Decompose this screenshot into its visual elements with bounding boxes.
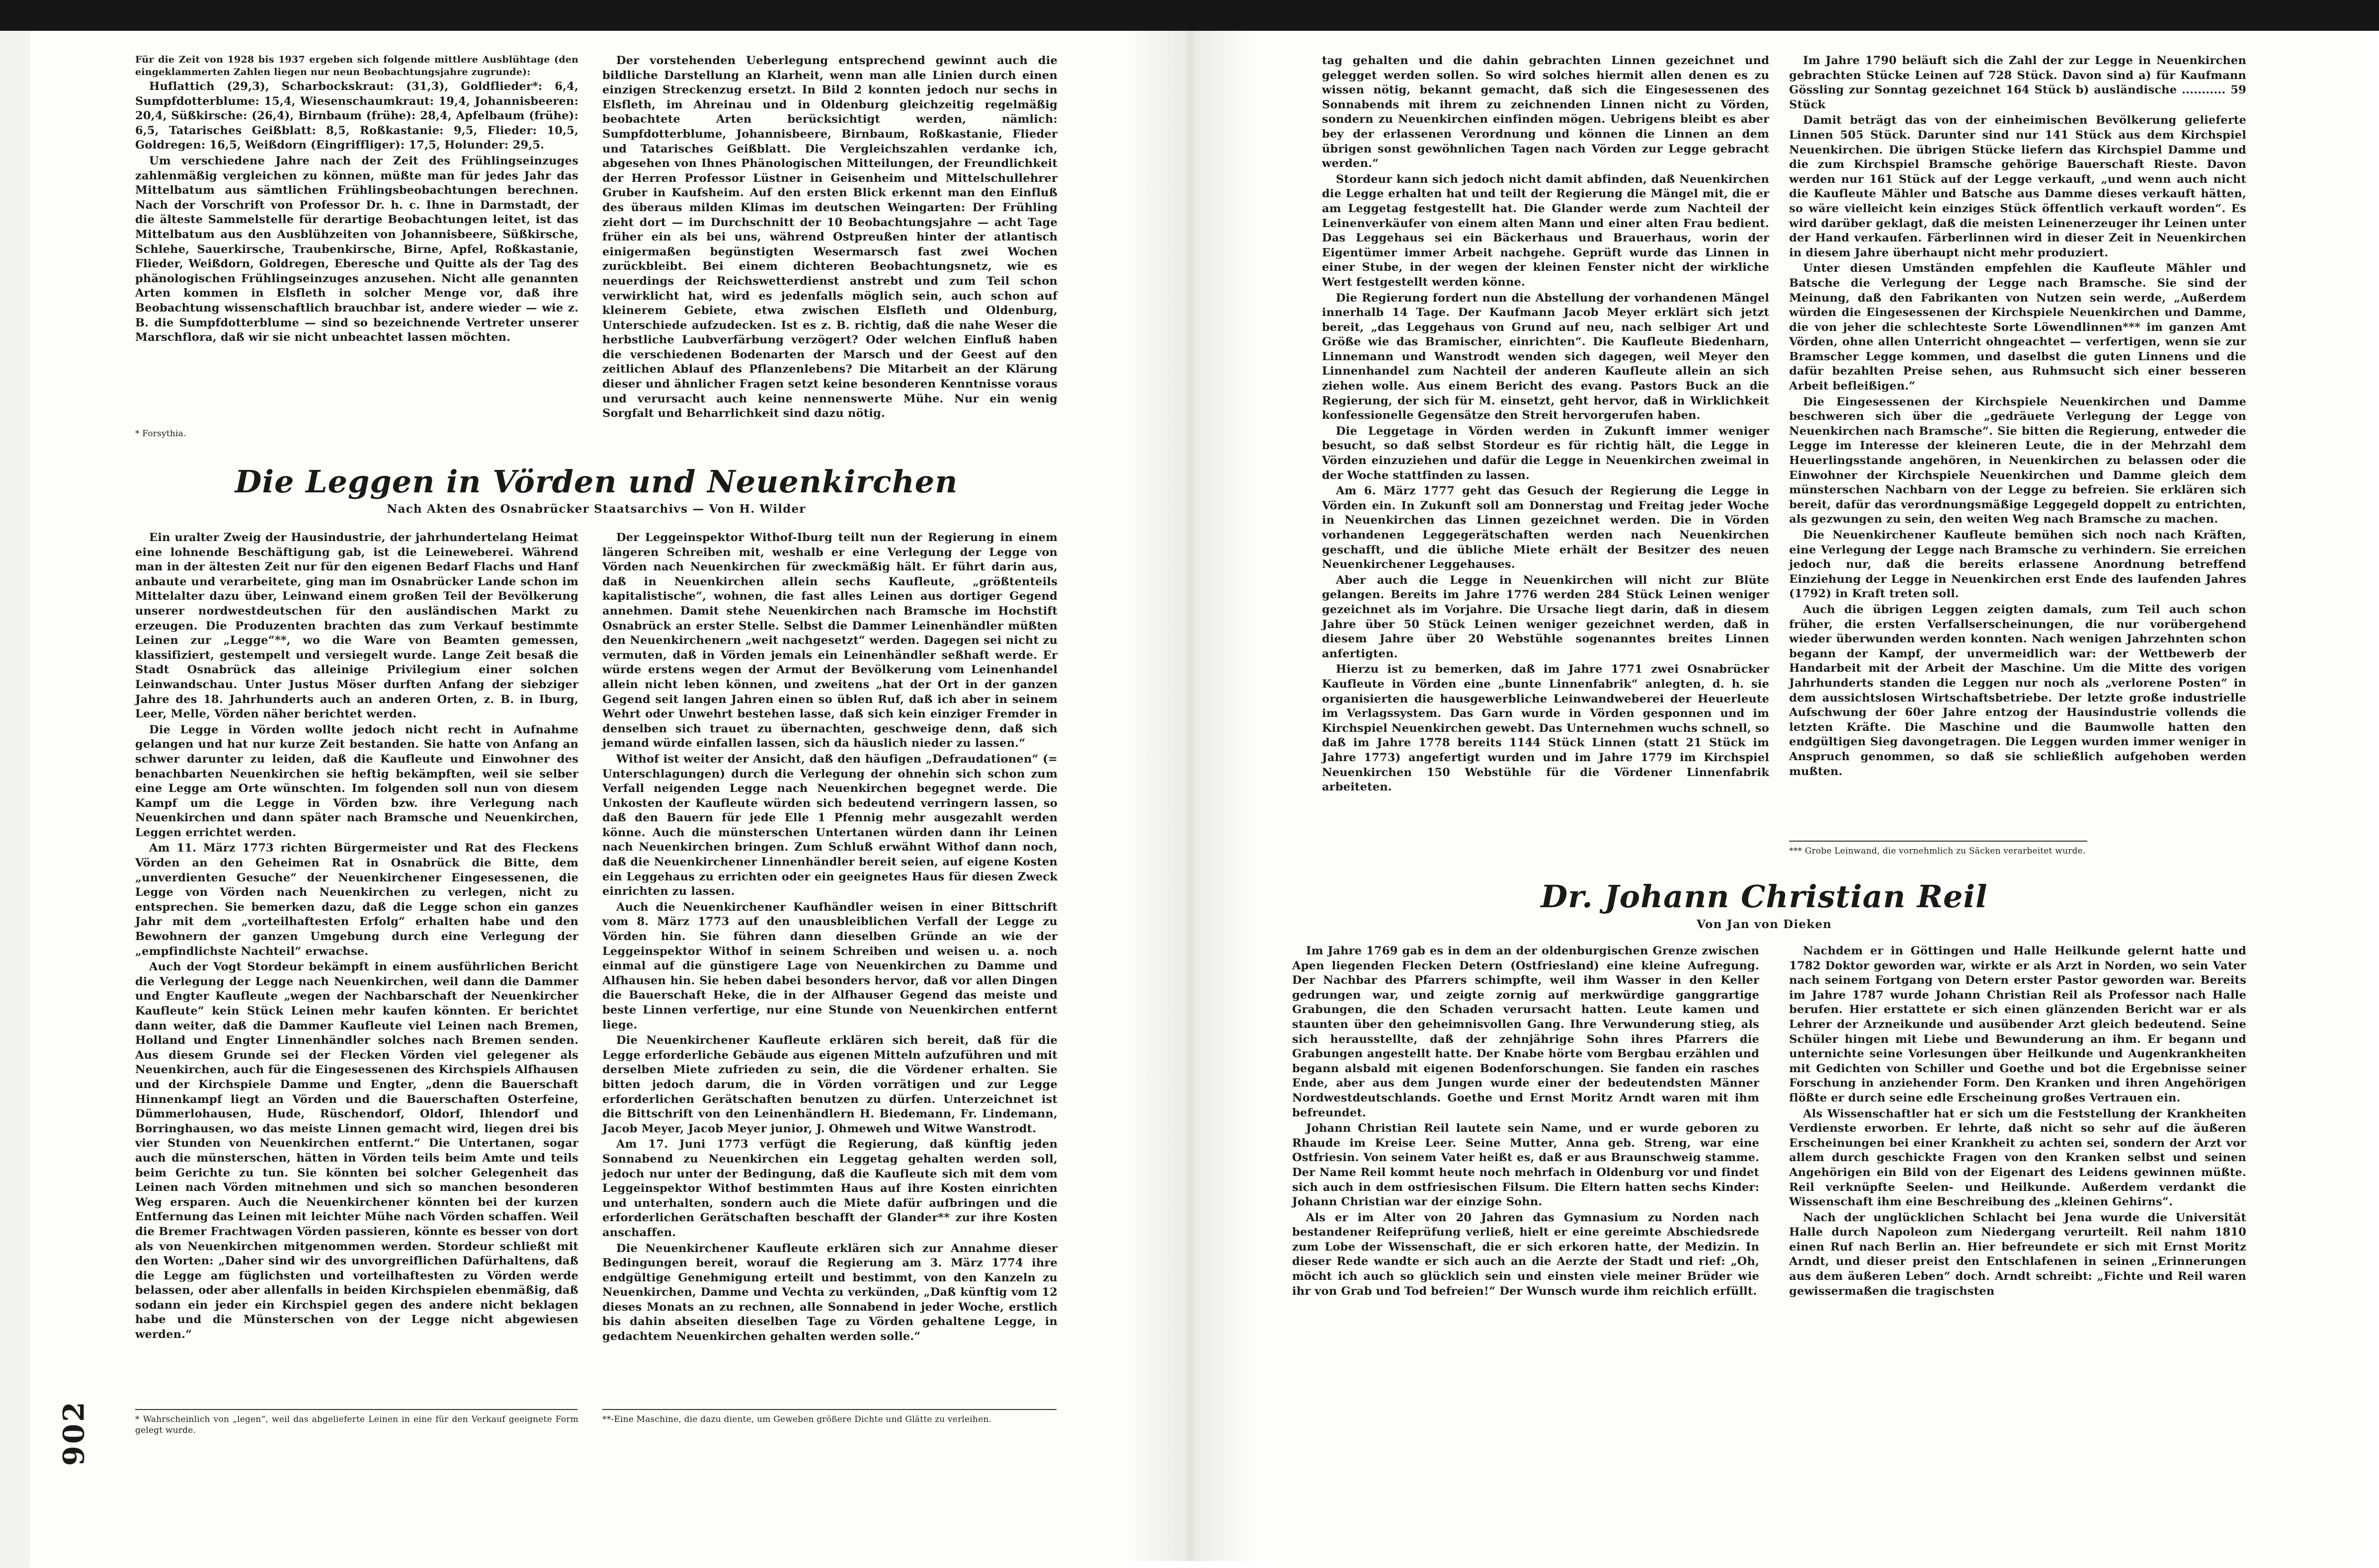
intro-paragraph: Huflattich (29,3), Scharbockskraut: (31,3), Goldflieder*: 6,4, Sumpfdotterblume: 15,4, Wiesenschaumkraut: 19,4, Johannisbeeren: 20,4, Süßkirsche: (26,4), Birnbaum (frühe): 28,4, Apfelbaum (frühe): 6,5, Tatarisches Geißblatt: 8,5, Roßkastanie: 9,5, Flieder: 10,5, Goldregen: 16,5, Weißdorn (Eingriffliger): 17,5, Holunder: 29,5.	[135, 80, 578, 152]
right-footnote	[1789, 846, 2246, 858]
article-paragraph: Auch die übrigen Leggen zeigten damals, zum Teil auch schon früher, die ersten Verfallserscheinungen, die nur vorübergehend wieder überwunden werden konnten. Nach wenigen Jahrzehnten schon begann der Kampf, der unvermeidlich war: der Wettbewerb der Handarbeit mit der Arbeit der Maschine. Um die Mitte des vorigen Jahrhunderts standen die Leggen nur noch als „verlorene Posten“ in dem aussichtslosen Wirtschaftsbetriebe. Der letzte große industrielle Aufschwung der 60er Jahre entzog der Hausindustrie vollends die letzten Kräfte. Die Maschine und die Baumwolle hatten den endgültigen Sieg davongetragen. Die Leggen wurden immer weniger in Anspruch genommen, so daß sie schließlich aufgehoben werden mußten.	[1789, 603, 2246, 778]
right-column-2	[1789, 54, 2246, 780]
leggen-footnote-1	[135, 1414, 578, 1437]
intro-column-1	[135, 54, 578, 346]
page-gutter	[1126, 31, 1255, 1561]
scan-top-border	[0, 0, 2379, 31]
article-paragraph: Am 17. Juni 1773 verfügt die Regierung, daß künftig jeden Sonnabend zu Neuenkirchen ein Leggetag gehalten werden soll, jedoch nur unter der Bedingung, daß die Kaufleute sich mit dem vom Leggeinspektor Withof bestimmten Haus auf ihre Kosten einrichten und unterhalten, sondern auch die Miete dafür aufbringen und die erforderlichen Gerätschaften beschafft der Glander** zur ihre Kosten anschaffen.	[602, 1138, 1058, 1239]
article-paragraph: Hierzu ist zu bemerken, daß im Jahre 1771 zwei Osnabrücker Kaufleute in Vörden eine „bunte Linnenfabrik“ anlegten, d. h. sie organisierten die hausgewerbliche Leinwandweberei der Heuerleute im Verlagssystem. Das Garn wurde in Vörden gesponnen und im Kirchspiel Neuenkirchen gewebt. Das Unternehmen wuchs schnell, so daß im Jahre 1778 bereits 1144 Stück Linnen (statt 21 Stück im Jahre 1773) angefertigt wurden und im Jahre 1779 im Kirchspiel Neuenkirchen 150 Webstühle für die Vördener Linnenfabrik arbeiteten.	[1322, 663, 1769, 794]
article-paragraph: Johann Christian Reil lautete sein Name, und er wurde geboren zu Rhaude im Kreise Leer. Seine Mutter, Anna geb. Streng, war eine Ostfriesin. Von seinem Vater heißt es, daß er aus Braunschweig stamme. Der Name Reil kommt heute noch mehrfach in Oldenburg vor und findet sich auch in dem ostfriesischen Filsum. Die Eltern hatten sechs Kinder: Johann Christian war der einzige Sohn.	[1292, 1122, 1759, 1209]
article-paragraph: Auch der Vogt Stordeur bekämpft in einem ausführlichen Bericht die Verlegung der Legge nach Neuenkirchen, weil dann die Dammer und Engter Kaufleute „wegen der Nachbarschaft der Neuenkircher Kaufleute“ kein Stück Leinen mehr kaufen könnten. Er berichtet dann weiter, daß die Dammer Kaufleute viel Leinen nach Bremen, Holland und Engter Linnenhändler solches nach Bremen senden. Aus diesem Grunde sei der Flecken Vörden viel gelegener als Neuenkirchen, auch für die Eingesessenen des Kirchspiels Alfhausen und der Kirchspiele Damme und Engter, „denn die Bauerschaft Hinnenkampf liegt an Vörden und die Bauerschaften Osterfeine, Dümmerlohausen, Hude, Rüschendorf, Oldorf, Ihlendorf und Borringhausen, wo das meiste Linnen gemacht wird, liegen drei bis vier Stunden von Neuenkirchen entfernt.“ Die Untertanen, sogar auch die münsterschen, hätten in Vörden teils beim Amte und teils beim Gerichte zu tun. Sie könnten bei solcher Gelegenheit das Leinen nach Vörden mitnehmen und sich so manchen besonderen Weg ersparen. Auch die Neuenkirchener könnten bei der kurzen Entfernung das Leinen mit leichter Mühe nach Vörden schaffen. Weil die Bremer Frachtwagen Vörden passieren, könnte es besser von dort als von Neuenkirchen mitgenommen werden. Stordeur schließt mit den Worten: „Daher sind wir des unvorgreiflichen Dafürhaltens, daß die Legge am füglichsten und vorteilhaftesten zu Vörden werde belassen, oder aber allenfalls in beiden Kirchspielen ebenmäßig, daß sodann ein jeder ein Kirchspiel gegen des andere nicht beklagen habe und die Münsterschen von der Legge nicht abgewiesen werden.“	[135, 960, 578, 1341]
intro-column-2	[602, 54, 1058, 422]
article-title-reil: Dr. Johann Christian Reil	[1541, 878, 1988, 915]
article-paragraph: Im Jahre 1790 beläuft sich die Zahl der zur Legge in Neuenkirchen gebrachten Stücke Leinen auf 728 Stück. Davon sind a) für Kaufmann Gössling zur Sonntag gezeichnet 164 Stück b) ausländische ........... 59 Stück	[1789, 54, 2246, 111]
footnote-rule	[1789, 841, 2087, 842]
article-subtitle-leggen: Nach Akten des Osnabrücker Staatsarchivs — Von H. Wilder	[387, 502, 806, 516]
article-paragraph: Nachdem er in Göttingen und Halle Heilkunde gelernt hatte und 1782 Doktor geworden war, wirkte er als Arzt in Norden, wo sein Vater nach seinem Fortgang von Detern erster Pastor geworden war. Bereits im Jahre 1787 wurde Johann Christian Reil als Professor nach Halle berufen. Hier erstattete er sich einen glänzenden Bericht war er als Lehrer der Arzneikunde und ausübender Arzt gleich bedeutend. Seine Schüler hingen mit Liebe und Bewunderung an ihm. Er begann und unternichte seine Vorlesungen über Heilkunde und Augenkrankheiten mit Gedichten von Schiller und Goethe und bot die Ergebnisse seiner Forschung in anziehender Form. Den Kranken und ihren Angehörigen flößte er durch seine edle Erscheinung großes Vertrauen ein.	[1789, 944, 2246, 1104]
footnote-text: *** Grobe Leinwand, die vornehmlich zu Säcken verarbeitet wurde.	[1789, 846, 2086, 856]
right-column-1	[1322, 54, 1769, 796]
article-paragraph: Die Neuenkirchener Kaufleute erklären sich zur Annahme dieser Bedingungen bereit, worauf die Regierung am 3. März 1774 ihre endgültige Genehmigung erteilt und bestimmt, von den Kanzeln zu Neuenkirchen, Damme und Vechta zu verkünden, „Daß künftig vom 12 dieses Monats an zu rechnen, alle Sonnabend in jeder Woche, erstlich bis dahin abseiten dieselben Tage zu Vörden gehaltene Legge, in gedachtem Neuenkirchen gehalten werden solle.“	[602, 1242, 1058, 1343]
article-paragraph: Die Legge in Vörden wollte jedoch nicht recht in Aufnahme gelangen und hat nur kurze Zeit bestanden. Sie hatte von Anfang an schwer darunter zu leiden, daß die Kaufleute und Einwohner des benachbarten Neuenkirchen sie heftig bekämpften, weil sie selber eine Legge am Orte wünschten. Im folgenden soll nun von diesem Kampf um die Legge in Vörden bzw. ihre Verlegung nach Neuenkirchen und dann später nach Bramsche und Neuenkirchen, Leggen errichtet werden.	[135, 723, 578, 839]
intro-footnote	[135, 428, 433, 440]
article-paragraph: Ein uralter Zweig der Hausindustrie, der jahrhundertelang Heimat eine lohnende Beschäftigung gab, ist die Leineweberei. Während man in der ältesten Zeit nur für den eigenen Bedarf Flachs und Hanf anbaute und verarbeitete, ging man im Osnabrücker Lande schon im Mittelalter dazu über, Leinwand einem großen Teil der Bevölkerung unserer nordwestdeutschen für den ausländischen Markt zu erzeugen. Die Produzenten brachten das zum Verkauf bestimmte Leinen zur „Legge“**, wo die Ware von Beamten gemessen, klassifiziert, gestempelt und versiegelt wurde. Lange Zeit besaß die Stadt Osnabrück das alleinige Privilegium einer solchen Leinwandschau. Unter Justus Möser durften Anfang der siebziger Jahre des 18. Jahrhunderts auch an anderen Orten, z. B. in Iburg, Leer, Melle, Vörden näher berichtet werden.	[135, 531, 578, 721]
article-paragraph: Damit beträgt das von der einheimischen Bevölkerung gelieferte Linnen 505 Stück. Darunter sind nur 141 Stück aus dem Kirchspiel Neuenkirchen. Die übrigen Stücke liefern das Kirchspiel Damme und die zum Kirchspiel Bramsche gehörige Bauerschaft Rieste. Davon werden nur 161 Stück auf der Legge verkauft, „und wenn auch nicht die Kaufleute Mähler und Batsche aus Damme dieses verkauft hätten, so wäre vielleicht kein einziges Stück öffentlich verkauft worden“. Es wird darüber geklagt, daß die meisten Leinenerzeuger ihr Leinen unter der Hand verkaufen. Färberlinnen wird in dieser Zeit in Neuenkirchen in diesem Jahre überhaupt nicht mehr produziert.	[1789, 114, 2246, 259]
leggen-column-2	[602, 531, 1058, 1345]
footnote-rule	[135, 1409, 577, 1410]
article-paragraph: Stordeur kann sich jedoch nicht damit abfinden, daß Neuenkirchen die Legge erhalten hat und teilt der Regierung die Mängel mit, die er am Leggetag festgestellt hat. Die Glander werde zum Nachteil der Leinenverkäufer von einem alten Mann und einer alten Frau bedient. Das Leggehaus sei ein Bäckerhaus und Brauerhaus, worin der Eigentümer immer Arbeit nachgehe. Geprüft wurde das Linnen in einer Stube, in der wegen der kleinen Fenster nicht der wirkliche Wert festgestellt werden könne.	[1322, 172, 1769, 289]
article-paragraph: Die Neuenkirchener Kaufleute bemühen sich noch nach Kräften, eine Verlegung der Legge nach Bramsche zu verhindern. Sie erreichen jedoch nur, daß die bereits erlassene Anordnung betreffend Einziehung der Legge in Neuenkirchen erst Ende des laufenden Jahres (1792) in Kraft treten soll.	[1789, 529, 2246, 601]
footnote-text: * Wahrscheinlich von „legen“, weil das abgelieferte Leinen in eine für den Verkauf geeignete Form gelegt wurde.	[135, 1414, 578, 1435]
leggen-column-1	[135, 531, 578, 1343]
article-paragraph: Nach der unglücklichen Schlacht bei Jena wurde die Universität Halle durch Napoleon zum Niedergang verurteilt. Reil nahm 1810 einen Ruf nach Berlin an. Hier befreundete er sich mit Ernst Moritz Arndt, und dieser preist den Entschlafenen in seinen „Erinnerungen aus dem äußeren Leben“ doch. Arndt schreibt: „Fichte und Reil waren gewissermaßen die tragischsten	[1789, 1211, 2246, 1298]
article-title-leggen: Die Leggen in Vörden und Neuenkirchen	[235, 464, 958, 500]
reil-column-1	[1292, 944, 1759, 1300]
article-paragraph: Der Leggeinspektor Withof-Iburg teilt nun der Regierung in einem längeren Schreiben mit, weshalb er eine Verlegung der Legge von Vörden nach Neuenkirchen für zweckmäßig hält. Er führt darin aus, daß in Neuenkirchen allein sechs Kaufleute, „größtenteils kapitalistische“, wohnen, die fast alles Leinen aus dortiger Gegend annehmen. Damit stehe Neuenkirchen nach Bramsche im Hochstift Osnabrück an erster Stelle. Selbst die Dammer Leinenhändler müßten den Neuenkirchenern „weit nachgesetzt“ werden. Dagegen sei nicht zu vermuten, daß in Vörden jemals ein Leinenhändler seßhaft werde. Er würde erstens wegen der Armut der Bevölkerung vom Leinenhandel allein nicht leben können, und zweitens „hat der Ort in der ganzen Gegend seit langen Jahren einen so üblen Ruf, daß ich aber in seinem Wehrt oder Unwehrt bestehen lasse, daß sich kein einziger Fremder in denselben sich trauet zu übernachten, geschweige denn, daß sich jemand würde einfallen lassen, sich da häuslich nieder zu lassen.“	[602, 531, 1058, 750]
intro-paragraph: Für die Zeit von 1928 bis 1937 ergeben sich folgende mittlere Ausblühtage (den eingeklammerten Zahlen liegen nur neun Beobachtungsjahre zugrunde):	[135, 54, 578, 78]
footnote-rule	[602, 1409, 1057, 1410]
leggen-footnote-2	[602, 1414, 1058, 1426]
article-paragraph: Die Neuenkirchener Kaufleute erklären sich bereit, daß für die Legge erforderliche Gebäude aus eigenen Mitteln aufzuführen und mit derselben Miete zufrieden zu sein, die die Vördener erhalten. Sie bitten jedoch darum, die in Vörden vorrätigen und zur Legge erforderlichen Gerätschaften benutzen zu dürfen. Unterzeichnet ist die Bittschrift von den Leinenhändlern H. Biedemann, Fr. Lindemann, Jacob Meyer, Jacob Meyer junior, J. Ohmeweh und Witwe Wanstrodt.	[602, 1034, 1058, 1135]
article-subtitle-reil: Von Jan von Dieken	[1697, 918, 1832, 931]
article-paragraph: Die Eingesessenen der Kirchspiele Neuenkirchen und Damme beschweren sich über die „gedräuete Verlegung der Legge von Neuenkirchen nach Bramsche“. Sie bitten die Regierung, entweder die Legge im Interesse der kleineren Leute, die in der Mehrzahl dem Heuerlingsstande angehören, in Neuenkirchen zu belassen oder die Einwohner der Kirchspiele Neuenkirchen und Damme gleich dem münsterschen Nachbarn von der Legge zu befreien. Sie erklären sich bereit, dafür das verordnungsmäßige Leggegeld doppelt zu entrichten, als gezwungen zu sein, den weiten Weg nach Bramsche zu machen.	[1789, 395, 2246, 526]
article-paragraph: tag gehalten und die dahin gebrachten Linnen gezeichnet und gelegget werden sollen. So wird solches hiermit allen denen es zu wissen nötig, bekannt gemacht, daß sich die Eingesessenen des Sonnabends mit ihrem zu zeichnenden Linnen nicht zu Vörden, sondern zu Neuenkirchen einfinden mögen. Uebrigens bleibt es aber bey der erlassenen Verordnung und können die Linnen an dem übrigen sonst gewöhnlichen Tagen nach Vörden zur Legge gebracht werden.“	[1322, 54, 1769, 170]
article-paragraph: Auch die Neuenkirchener Kaufhändler weisen in einer Bittschrift vom 8. März 1773 auf den unausbleiblichen Verfall der Legge zu Vörden hin. Sie führen dann dieselben Gründe an wie der Leggeinspektor Withof in seinem Schreiben und weisen u. a. noch einmal auf die günstigere Lage von Neuenkirchen zu Damme und Alfhausen hin. Sie heben dabei besonders hervor, daß vor allen Dingen die Bauerschaft Heke, die in der Alfhauser Gegend das meiste und beste Linnen verfertige, nur eine Stunde von Neuenkirchen entfernt liege.	[602, 900, 1058, 1031]
article-paragraph: Die Regierung fordert nun die Abstellung der vorhandenen Mängel innerhalb 14 Tage. Der Kaufmann Jacob Meyer erklärt sich jetzt bereit, „das Leggehaus von Grund auf neu, nach selbiger Art und Größe wie das Bramischer, einrichten“. Die Kaufleute Biedenharn, Linnemann und Wanstrodt wenden sich dagegen, weil Meyer den Linnenhandel zum Nachteil der anderen Kaufleute allein an sich ziehen wolle. Aus einem Bericht des evang. Pastors Buck an die Regierung, der sich für M. einsetzt, geht hervor, daß in Wirklichkeit konfessionelle Gegensätze den Streit hervorgerufen haben.	[1322, 291, 1769, 422]
article-paragraph: Am 6. März 1777 geht das Gesuch der Regierung die Legge in Vörden ein. In Zukunft soll am Donnerstag und Freitag jeder Woche in Neuenkirchen das Linnen gezeichnet werden. Die in Vörden vorhandenen Leggegerätschaften werden nach Neuenkirchen geschafft, und die übliche Miete erhält der Besitzer des neuen Neuenkirchener Leggehauses.	[1322, 484, 1769, 571]
article-paragraph: Als Wissenschaftler hat er sich um die Feststellung der Krankheiten Verdienste erworben. Er lehrte, daß nicht so sehr auf die äußeren Erscheinungen bei einer Krankheit zu achten sei, sondern der Arzt vor allem durch geschickte Fragen von den Kranken selbst und seinen Angehörigen ein Bild von der Eigenart des Leidens gewinnen müßte. Reil verknüpfte Seelen- und Heilkunde. Außerdem verdankt die Wissenschaft ihm eine Beschreibung des „kleinen Gehirns“.	[1789, 1107, 2246, 1209]
article-paragraph: Am 11. März 1773 richten Bürgermeister und Rat des Fleckens Vörden an den Geheimen Rat in Osnabrück die Bitte, dem „unverdienten Gesuche“ der Neuenkirchener Eingesessenen, die Legge von Vörden nach Neuenkirchen zu verlegen, nicht zu entsprechen. Sie bemerken dazu, daß die Legge schon ein ganzes Jahr mit dem „vorteilhaftesten Erfolg“ erhalten habe und den Bewohnern der ganzen Umgebung durch eine Verlegung der „empfindlichste Nachteil“ erwachse.	[135, 842, 578, 958]
scan-left-edge	[0, 31, 30, 1568]
article-paragraph: Die Leggetage in Vörden werden in Zukunft immer weniger besucht, so daß selbst Stordeur es für richtig hält, die Legge in Vörden einzuziehen und dafür die Legge in Neuenkirchen zweimal in der Woche stattfinden zu lassen.	[1322, 424, 1769, 482]
article-paragraph: Im Jahre 1769 gab es in dem an der oldenburgischen Grenze zwischen Apen liegenden Flecken Detern (Ostfriesland) eine kleine Aufregung. Der Nachbar des Pfarrers schimpfte, weil ihm Wasser in den Keller gedrungen war, und zeigte zornig auf merkwürdige ganggrartige Grabungen, die den Schaden verursacht hatten. Leute kamen und staunten über den geheimnisvollen Gang. Ihre Verwunderung stieg, als sich herausstellte, daß der zehnjährige Sohn ihres Pfarrers die Grabungen angestellt hatte. Der Knabe hörte vom Bergbau erzählen und begann alsbald mit eigenen Bodenforschungen. Sie fanden ein rasches Ende, aber aus dem Jungen wurde einer der bedeutendsten Männer Nordwestdeutschlands. Goethe und Ernst Moritz Arndt waren mit ihm befreundet.	[1292, 944, 1759, 1119]
article-paragraph: Aber auch die Legge in Neuenkirchen will nicht zur Blüte gelangen. Bereits im Jahre 1776 werden 284 Stück Leinen weniger gezeichnet als im Vorjahre. Die Ursache liegt darin, daß in diesem Jahre über 50 Stück Leinen weniger gezeichnet werden, daß in diesem Jahre über 20 Webstühle sogenanntes breites Linnen anfertigten.	[1322, 573, 1769, 660]
intro-paragraph: Um verschiedene Jahre nach der Zeit des Frühlingseinzuges zahlenmäßig vergleichen zu können, müßte man für jedes Jahr das Mittelbatum aus sämtlichen Frühlingsbeobachtungen berechnen. Nach der Vorschrift von Professor Dr. h. c. Ihne in Darmstadt, der die älteste Sammelstelle für derartige Beobachtungen leitet, ist das Mittelbatum aus den Ausblühzeiten von Johannisbeere, Süßkirsche, Schlehe, Sauerkirsche, Traubenkirsche, Birne, Apfel, Roßkastanie, Flieder, Weißdorn, Goldregen, Eberesche und Quitte als der Tag des phänologischen Frühlingseinzuges anzusehen. Nicht alle genannten Arten kommen in Elsfleth in solcher Menge vor, daß ihre Beobachtung wissenschaftlich brauchbar ist, andere wieder — wie z. B. die Sumpfdotterblume — sind so bezeichnende Vertreter unserer Marschflora, daß wir sie nicht unbeachtet lassen möchten.	[135, 154, 578, 344]
footnote-text: * Forsythia.	[135, 429, 186, 439]
article-paragraph: Unter diesen Umständen empfehlen die Kaufleute Mähler und Batsche die Verlegung der Legge nach Bramsche. Sie sind der Meinung, daß den Fabrikanten von Nutzen sein werde, „Außerdem würden die Eingesessenen der Kirchspiele Neuenkirchen und Damme, die von jeher die schlechteste Sorte Löwendlinnen*** im ganzen Amt Vörden, ohne allen Unterricht ohngeachtet — verfertigen, wenn sie zur Bramscher Legge kommen, und daselbst die guten Linnens und die dafür bezahlten Preise sehen, aus Ruhmsucht sich einer besseren Arbeit befleißigen.“	[1789, 262, 2246, 393]
page-number: 902	[57, 1400, 91, 1466]
article-paragraph: Withof ist weiter der Ansicht, daß den häufigen „Defraudationen“ (= Unterschlagungen) durch die Verlegung der ohnehin sich schon zum Verfall neigenden Legge nach Neuenkirchen begegnet werde. Die Unkosten der Kaufleute würden sich bedeutend verringern lassen, so daß den Bauern für jede Elle 1 Pfennig mehr ausgezahlt werden könne. Auch die münsterschen Untertanen würden dann ihr Leinen nach Neuenkirchen bringen. Zum Schluß erwähnt Withof dann noch, daß die Neuenkirchener Linnenhändler bereit seien, auf eigene Kosten ein Leggehaus zu errichten oder ein geeignetes Haus für diesen Zweck einrichten zu lassen.	[602, 752, 1058, 898]
intro-paragraph: Der vorstehenden Ueberlegung entsprechend gewinnt auch die bildliche Darstellung an Klarheit, wenn man alle Linien durch einen einzigen Streckenzug ersetzt. In Bild 2 konnten jedoch nur sechs in Elsfleth, im Ahreinau und in Oldenburg gleichzeitig regelmäßig beobachtete Arten berücksichtigt werden, nämlich: Sumpfdotterblume, Johannisbeere, Birnbaum, Roßkastanie, Flieder und Tatarisches Geißblatt. Die Vergleichszahlen verdanke ich, abgesehen von Ihnes Phänologischen Mitteilungen, der Freundlichkeit der Herren Professor Lüstner in Geisenheim und Mittelschullehrer Gruber in Kaufsheim. Auf den ersten Blick erkennt man den Einfluß des überaus milden Klimas im deutschen Weingarten: Der Frühling zieht dort — im Durchschnitt der 10 Beobachtungsjahre — acht Tage früher ein als bei uns, während Ostpreußen hinter der atlantisch einigermaßen begünstigten Wesermarsch fast zwei Wochen zurückbleibt. Bei einem dichteren Beobachtungsnetz, wie es neuerdings der Reichswetterdienst anstrebt und zum Teil schon verwirklicht hat, wird es jedenfalls möglich sein, auch schon auf kleinerem Gebiete, etwa zwischen Elsfleth und Oldenburg, Unterschiede aufzudecken. Ist es z. B. richtig, daß die nahe Weser die herbstliche Laubverfärbung verzögert? Oder welchen Einfluß haben die verschiedenen Bodenarten der Marsch und der Geest auf den zeitlichen Ablauf des Pflanzenlebens? Die Mitarbeit an der Klärung dieser und ähnlicher Fragen setzt keine besonderen Kenntnisse voraus und verursacht auch keine nennenswerte Mühe. Nur ein wenig Sorgfalt und Beharrlichkeit sind dazu nötig.	[602, 54, 1058, 420]
reil-column-2	[1789, 944, 2246, 1300]
article-paragraph: Als er im Alter von 20 Jahren das Gymnasium zu Norden nach bestandener Reifeprüfung verließ, hielt er eine gereimte Abschiedsrede zum Lobe der Wissenschaft, die er sich erkoren hatte, der Medizin. In dieser Rede wandte er sich auch an die Aerzte der Stadt und rief: „Oh, möcht ich auch so glücklich sein und einsten viele meiner Brüder wie ihr von Grab und Tod befreien!“ Der Wunsch wurde ihm reichlich erfüllt.	[1292, 1211, 1759, 1298]
footnote-text: **-Eine Maschine, die dazu diente, um Geweben größere Dichte und Glätte zu verleihen.	[602, 1414, 992, 1424]
